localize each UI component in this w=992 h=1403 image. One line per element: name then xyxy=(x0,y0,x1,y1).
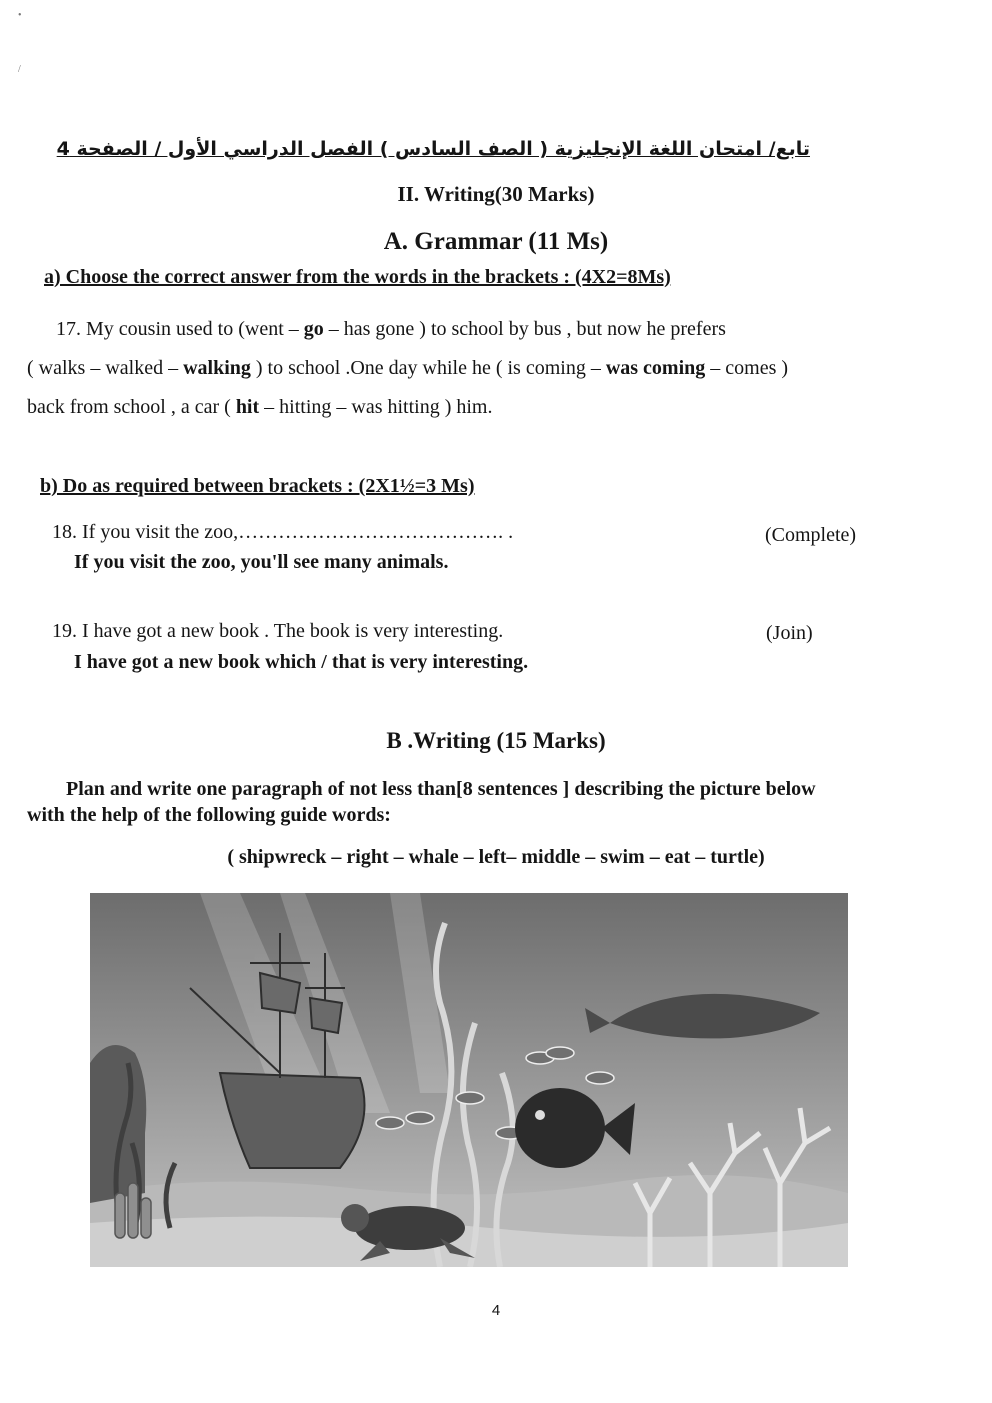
q19-tag: (Join) xyxy=(766,622,813,644)
page-header-arabic: تابع/ امتحان اللغة الإنجليزية ( الصف السادس ) الفصل الدراسي الأول / الصفحة 4 xyxy=(56,138,810,160)
scan-speck: • xyxy=(18,10,22,21)
q17-line-3 xyxy=(27,396,493,419)
q17-text: – hitting – was hitting ) him. xyxy=(259,396,493,418)
q17-answer-hit: hit xyxy=(235,396,260,418)
q17-answer-walking: walking xyxy=(183,357,251,379)
q17-text: 17. My cousin used to (went – xyxy=(56,318,304,340)
q19-answer: I have got a new book which / that is very interesting. xyxy=(74,651,529,673)
scan-speck: / xyxy=(18,64,21,75)
q17-answer-go: go xyxy=(303,318,324,340)
underwater-picture xyxy=(90,893,848,1267)
big-fish xyxy=(515,1088,635,1168)
writing-plan-line-1: Plan and write one paragraph of not less than[8 sentences ] describing the picture below xyxy=(66,778,816,800)
q17-text: – comes ) xyxy=(705,357,789,379)
q17-line-1 xyxy=(56,318,726,341)
q17-text: back from school , a car ( xyxy=(27,396,236,418)
q18-tag: (Complete) xyxy=(765,524,857,546)
q17-answer-was-coming: was coming xyxy=(605,357,706,379)
q17-line-2 xyxy=(27,357,788,380)
q18-answer: If you visit the zoo, you'll see many animals. xyxy=(74,551,449,573)
part-b-instruction: b) Do as required between brackets : (2X1½=3 Ms) xyxy=(40,475,475,497)
q18-question: 18. If you visit the zoo,…………………………………. . xyxy=(52,521,514,543)
q19-question: 19. I have got a new book . The book is very interesting. xyxy=(52,620,504,642)
section-writing-title: II. Writing(30 Marks) xyxy=(397,182,595,206)
q17-text: ) to school .One day while he ( is coming – xyxy=(250,357,606,379)
writing-plan-line-2: with the help of the following guide words: xyxy=(27,804,391,826)
grammar-title: A. Grammar (11 Ms) xyxy=(383,228,609,255)
q17-text: – has gone ) to school by bus , but now he prefers xyxy=(323,318,726,340)
part-a-instruction: a) Choose the correct answer from the words in the brackets : (4X2=8Ms) xyxy=(44,266,671,288)
q17-text: ( walks – walked – xyxy=(27,357,184,379)
writing-title: B .Writing (15 Marks) xyxy=(386,728,606,753)
whale xyxy=(585,994,820,1039)
guide-words: ( shipwreck – right – whale – left– middle – swim – eat – turtle) xyxy=(227,846,765,868)
page-number: 4 xyxy=(491,1302,501,1319)
